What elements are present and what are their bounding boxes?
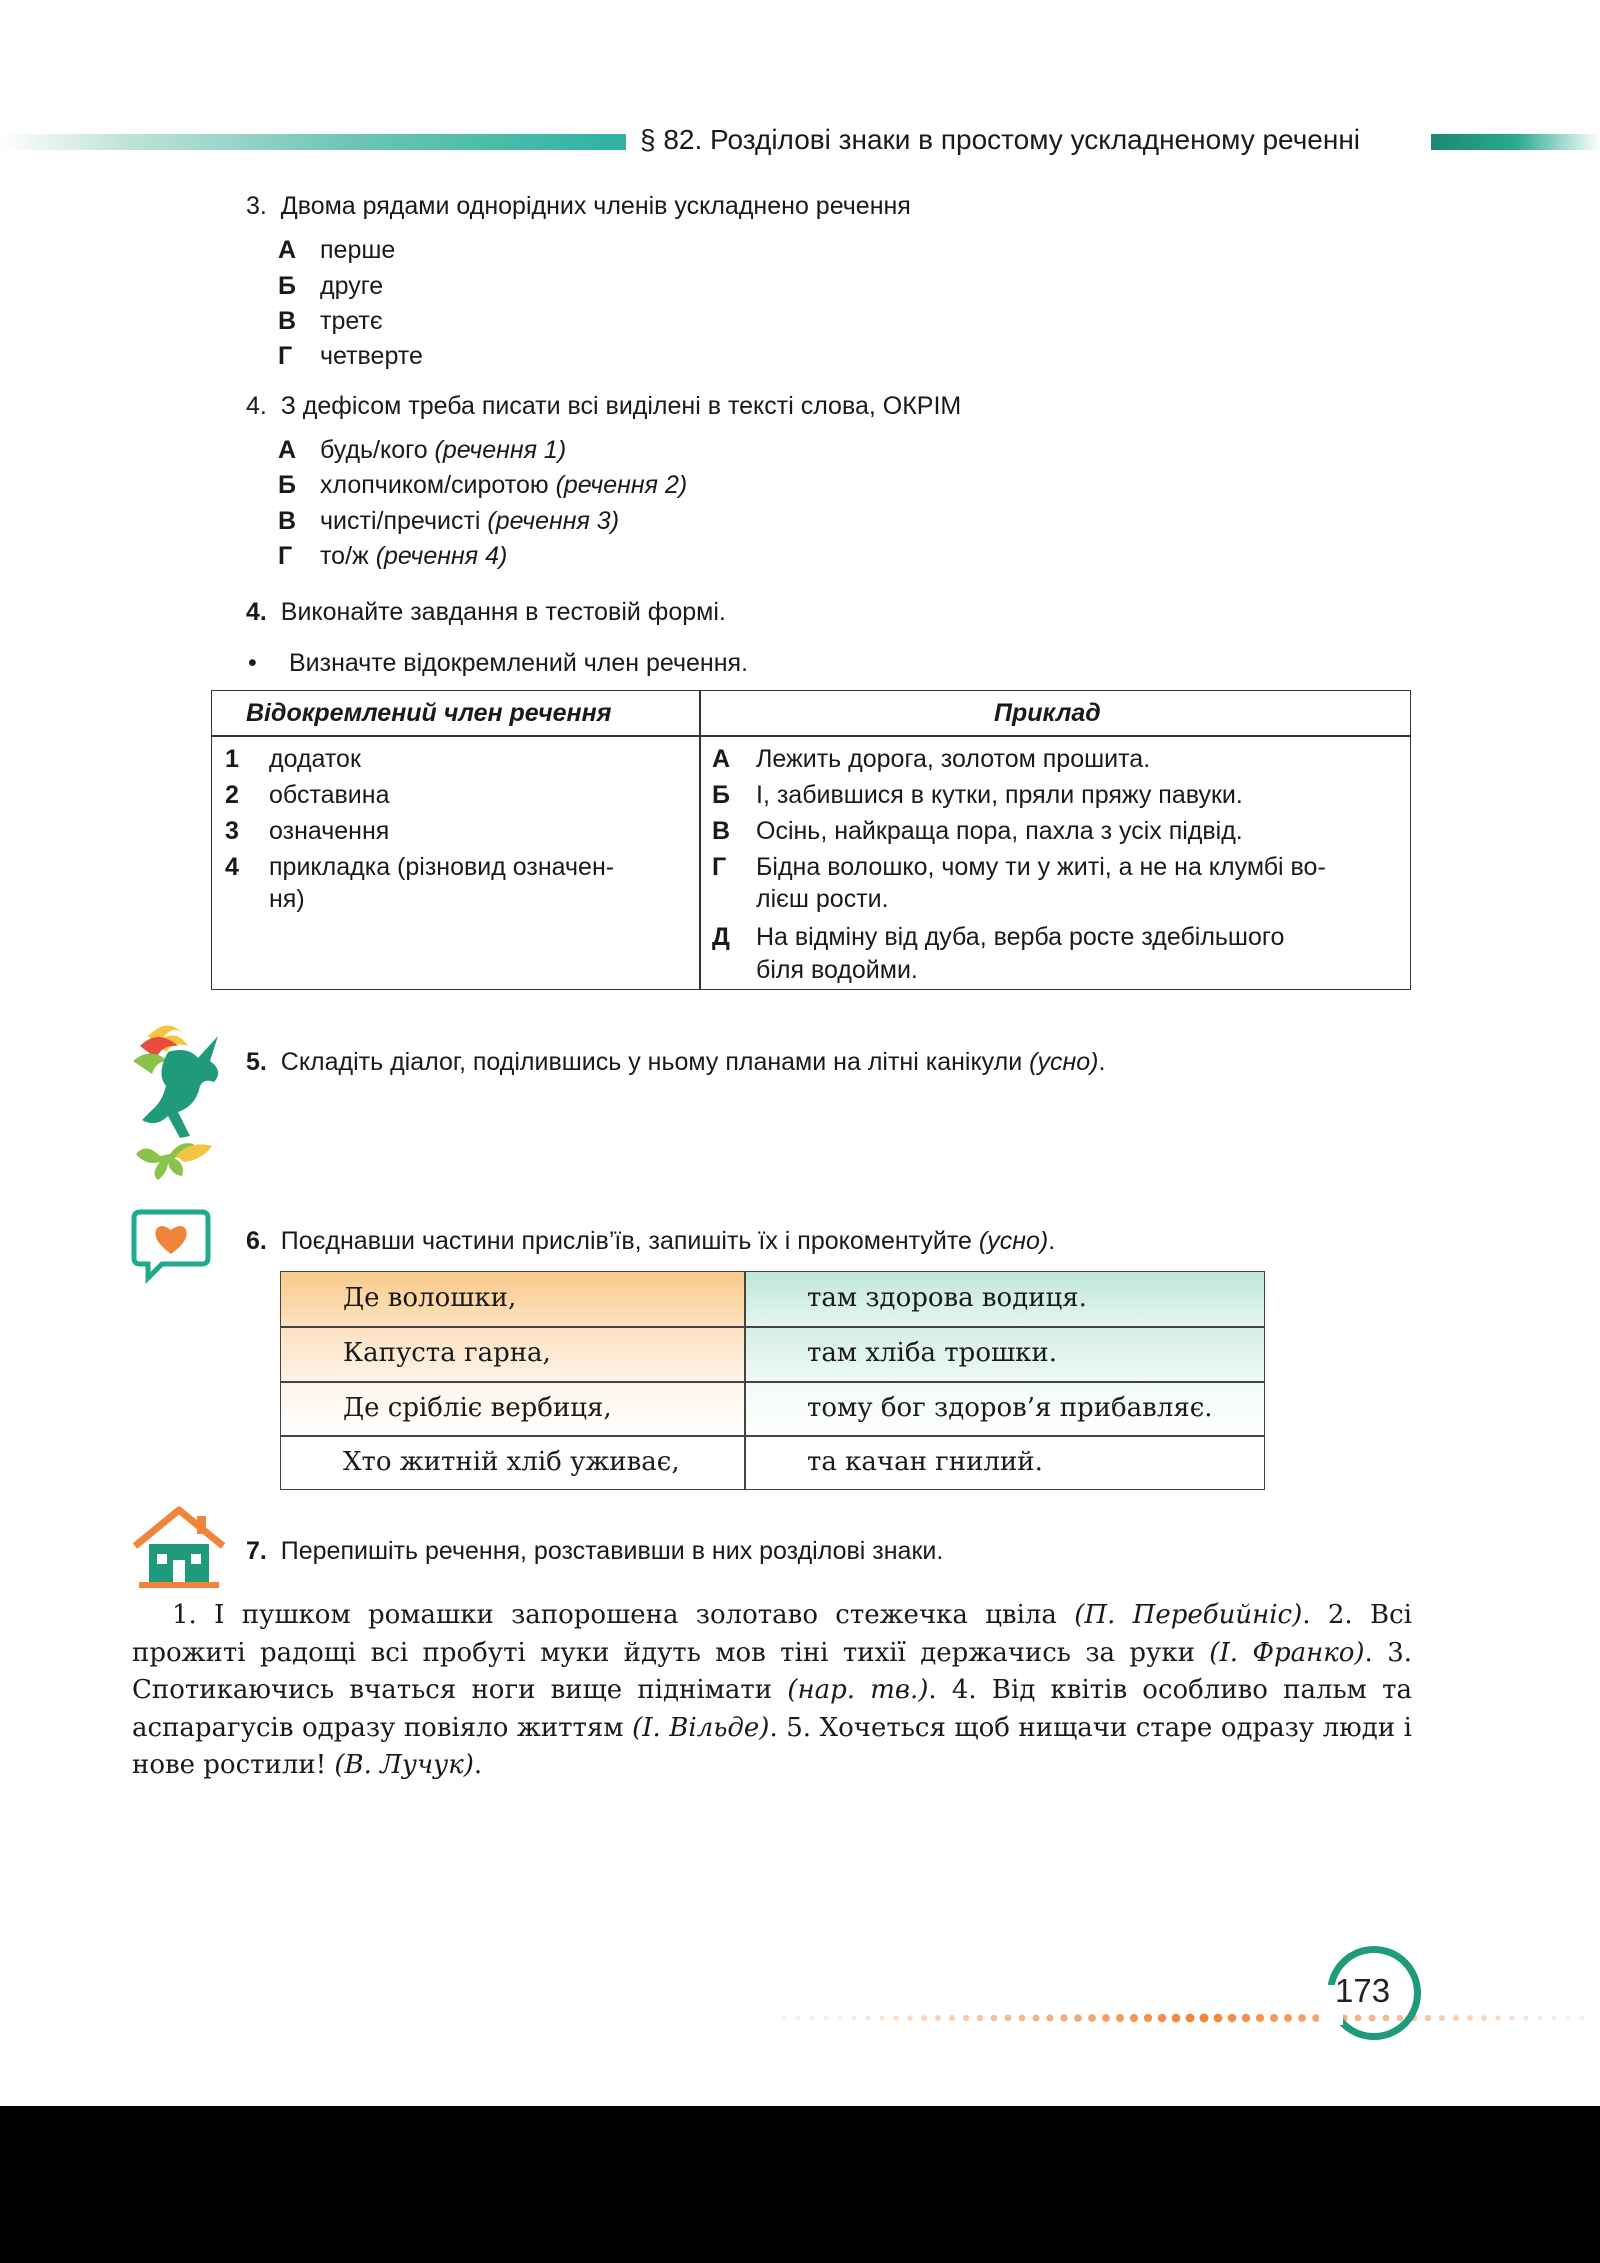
- header-bar-left: [0, 134, 626, 150]
- option-letter: А: [278, 236, 297, 264]
- table-left-item: 2 обставина: [225, 781, 390, 809]
- table-header-right: Приклад: [994, 699, 1101, 727]
- footer-dot: [1242, 2014, 1250, 2022]
- option-text: перше: [320, 236, 396, 264]
- footer-dot: [977, 2015, 983, 2021]
- table-header-left: Відокремлений член речення: [246, 699, 612, 727]
- unicorn-icon: [128, 1016, 238, 1191]
- footer-dot: [1228, 2014, 1237, 2023]
- author-citation: (П. Перебийніс): [1074, 1600, 1303, 1630]
- table-right-item-cont: біля водойми.: [756, 956, 918, 984]
- matching-table: [211, 690, 1411, 990]
- option-letter: В: [278, 307, 297, 335]
- option-letter: Г: [278, 542, 293, 570]
- task-text: Виконайте завдання в тестовій формі.: [280, 598, 726, 626]
- proverb-start: Де волошки,: [343, 1283, 517, 1313]
- footer-dot: [1102, 2014, 1110, 2022]
- bullet-text: Визначте відокремлений член речення.: [289, 649, 749, 677]
- header-bar-right: [1431, 134, 1600, 150]
- option-text: то/ж (речення 4): [320, 542, 508, 570]
- footer-dot: [1032, 2014, 1039, 2021]
- footer-dot: [1256, 2014, 1264, 2022]
- footer-dot: [1270, 2014, 1278, 2022]
- option-letter: Б: [278, 272, 296, 300]
- footer-dot: [852, 2016, 857, 2021]
- footer-dot: [1200, 2014, 1209, 2023]
- footer-dot: [1481, 2015, 1487, 2021]
- footer-dot: [838, 2016, 843, 2021]
- task-text: Складіть діалог, поділившись у ньому планами на літні канікули: [280, 1048, 1023, 1076]
- footer-dot: [1130, 2014, 1138, 2022]
- exercise-paragraph: 1. І пушком ромашки запорошена золотаво стежечка цвіла (П. Перебийніс). 2. Всі прожиті радощі всі пробуті муки йдуть мов тіні тихії держачись за руки (І. Франко). 3. Спотикаючись вчаться ноги вище піднімати (нар. тв.). 4. Від квітів особливо пальм та аспарагусів одразу повіяло життям (І. Вільде). 5. Хочеться щоб нищачи старе одразу люди і нове ростили! (В. Лучук).: [132, 1600, 1413, 1780]
- proverb-end: там хліба трошки.: [807, 1338, 1057, 1368]
- footer-dot: [1060, 2014, 1067, 2021]
- table-row: [281, 1272, 1264, 1326]
- footer-dot: [865, 2015, 870, 2020]
- option-letter: В: [278, 507, 297, 535]
- footer-dot: [907, 2015, 913, 2021]
- question-number: 4.: [246, 392, 267, 420]
- footer-dot: [1046, 2014, 1053, 2021]
- footer-dot: [796, 2016, 801, 2021]
- task-number: 7.: [246, 1537, 267, 1565]
- option-text: четверте: [320, 342, 423, 370]
- footer-dot: [949, 2015, 955, 2021]
- option-letter: А: [278, 436, 297, 464]
- footer-dot: [1467, 2015, 1473, 2021]
- footer-dot: [1005, 2015, 1012, 2022]
- table-row: [281, 1382, 1264, 1436]
- table-right-item: В Осінь, найкраща пора, пахла з усіх підвід.: [712, 817, 1243, 845]
- footer-dot: [824, 2016, 829, 2021]
- task-4: [246, 597, 726, 627]
- footer-dot: [1214, 2014, 1223, 2023]
- option-text: будь/кого (речення 1): [320, 436, 567, 464]
- footer-dot: [1552, 2016, 1557, 2021]
- author-citation: (В. Лучук): [334, 1750, 474, 1780]
- footer-dot: [1495, 2015, 1500, 2020]
- footer-dot: [1186, 2014, 1195, 2023]
- footer-dot: [1439, 2015, 1445, 2021]
- house-icon: [131, 1506, 227, 1590]
- table-right-item: Б І, забившися в кутки, пряли пряжу павуки.: [712, 781, 1243, 809]
- task-text: Поєднавши частини прислів’їв, запишіть їх і прокоментуйте: [280, 1227, 972, 1255]
- page-title: § 82. Розділові знаки в простому ускладненому реченні: [640, 124, 1361, 155]
- proverb-end: та качан гнилий.: [807, 1447, 1043, 1477]
- footer-dot: [1523, 2015, 1528, 2020]
- proverb-start: Де срібліє вербиця,: [343, 1393, 612, 1423]
- footer-dot: [935, 2015, 941, 2021]
- option-text: хлопчиком/сиротою (речення 2): [320, 471, 688, 499]
- proverbs-table: [280, 1271, 1265, 1490]
- page-number: 173: [1335, 1972, 1391, 2009]
- footer-dot: [1088, 2014, 1096, 2022]
- proverb-start: Хто житній хліб уживає,: [343, 1447, 680, 1477]
- question-3: [246, 191, 911, 221]
- question-text: Двома рядами однорідних членів ускладнено речення: [280, 192, 911, 220]
- footer-dot: [1172, 2014, 1181, 2023]
- table-left-item-cont: ня): [269, 885, 305, 913]
- table-left-item: 4 прикладка (різновид означен-: [225, 853, 615, 881]
- footer-dot: [991, 2015, 998, 2022]
- footer-dot: [893, 2015, 898, 2020]
- footer-dot: [1074, 2014, 1082, 2022]
- task-number: 5.: [246, 1048, 267, 1076]
- table-right-item: Г Бідна волошко, чому ти у житі, а не на клумбі во-: [712, 853, 1326, 881]
- author-citation: (І. Франко): [1209, 1637, 1365, 1668]
- author-citation: (І. Вільде): [632, 1712, 770, 1743]
- footer-dots: [780, 2008, 1600, 2028]
- footer-dot: [1453, 2015, 1459, 2021]
- proverb-start: Капуста гарна,: [343, 1338, 551, 1368]
- footer-dot: [1538, 2016, 1543, 2021]
- footer-dot: [1019, 2015, 1026, 2022]
- footer-dot: [1158, 2014, 1167, 2023]
- bullet-icon: •: [248, 649, 257, 677]
- author-citation: (нар. тв.): [787, 1675, 929, 1705]
- table-right-item-cont: лієш рости.: [756, 885, 889, 913]
- option-letter: Б: [278, 471, 296, 499]
- question-4: [246, 391, 961, 421]
- question-number: 3.: [246, 192, 267, 220]
- table-row: [281, 1327, 1264, 1381]
- table-right-item: Д На відміну від дуба, верба росте здебільшого: [712, 923, 1285, 951]
- table-right-item: А Лежить дорога, золотом прошита.: [712, 745, 1151, 773]
- option-text: третє: [320, 307, 383, 335]
- footer-dot: [879, 2015, 884, 2020]
- task-number: 6.: [246, 1227, 267, 1255]
- footer-dot: [1298, 2014, 1306, 2022]
- task-6: 6. Поєднавши частини прислів’їв, запишіть їх і прокоментуйте (усно).: [246, 1227, 1056, 1255]
- footer-dot: [921, 2015, 927, 2021]
- proverb-end: тому бог здоров’я прибавляє.: [807, 1393, 1213, 1423]
- table-left-item: 1 додаток: [225, 745, 361, 773]
- footer-dot: [810, 2016, 815, 2021]
- footer-dot: [1425, 2015, 1431, 2021]
- footer-dot: [782, 2016, 787, 2021]
- option-text: чисті/пречисті (речення 3): [320, 507, 620, 535]
- footer-dot: [1509, 2015, 1514, 2020]
- footer-dot: [1284, 2014, 1292, 2022]
- footer-dot: [1144, 2014, 1152, 2022]
- option-letter: Г: [278, 342, 293, 370]
- task-7: [246, 1536, 943, 1566]
- footer-dot: [1116, 2014, 1124, 2022]
- footer-dot: [963, 2015, 969, 2021]
- footer-dot: [1566, 2016, 1571, 2021]
- table-left-item: 3 означення: [225, 817, 390, 845]
- task-5: 5. Складіть діалог, поділившись у ньому планами на літні канікули (усно).: [246, 1048, 1106, 1076]
- table-row: [281, 1436, 1264, 1490]
- proverb-end: там здорова водиця.: [807, 1283, 1087, 1313]
- footer-dot: [1580, 2016, 1585, 2021]
- task-number: 4.: [246, 598, 267, 626]
- option-text: друге: [320, 272, 384, 300]
- question-text: З дефісом треба писати всі виділені в тексті слова, ОКРІМ: [280, 392, 962, 420]
- task-text: Перепишіть речення, розставивши в них розділові знаки.: [280, 1537, 944, 1565]
- chat-heart-icon: [130, 1208, 212, 1284]
